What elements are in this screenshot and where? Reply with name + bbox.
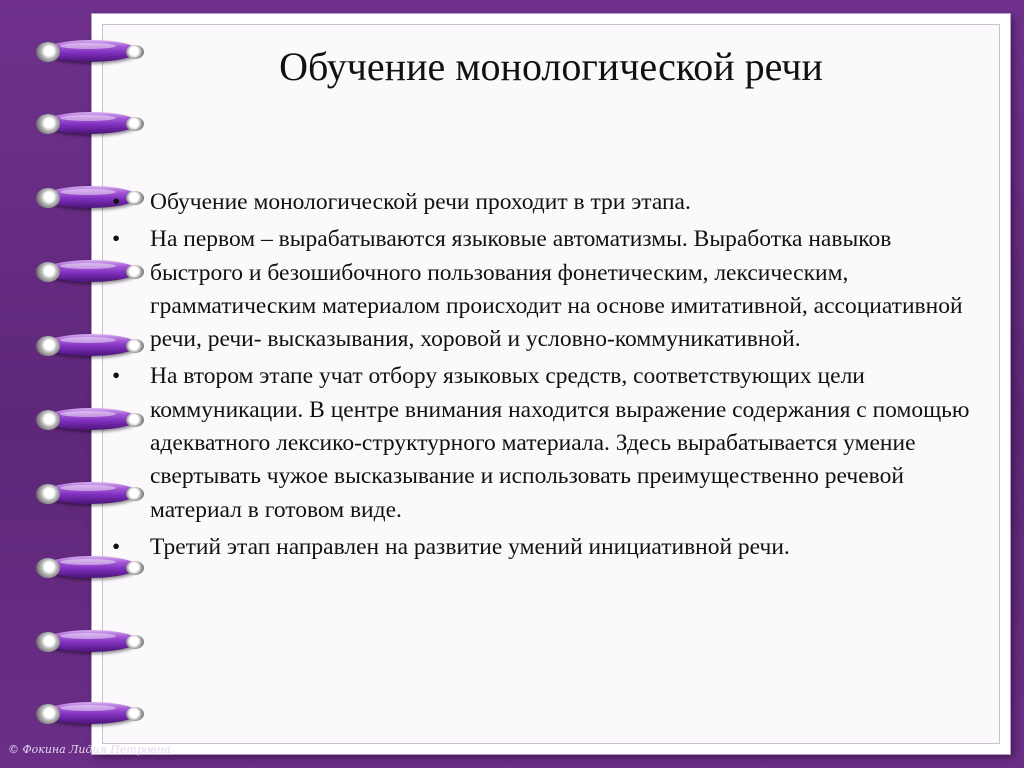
- list-item: [112, 186, 972, 219]
- slide-title: Обучение монологической речи: [279, 44, 823, 89]
- list-item-text: Обучение монологической речи проходит в три этапа.: [150, 189, 691, 215]
- list-item: [112, 531, 972, 564]
- list-item: [112, 360, 972, 526]
- bullet-list: [112, 186, 972, 568]
- binder-ring-icon: [36, 624, 150, 660]
- binder-ring-icon: [36, 106, 150, 142]
- binder-ring-icon: [36, 696, 150, 732]
- bullet-icon: •: [112, 533, 121, 560]
- list-item-text: Третий этап направлен на развитие умений инициативной речи.: [150, 533, 790, 560]
- list-item-text: На первом – вырабатываются языковые автоматизмы. Выработка навыков быстрого и безошибочного пользования фонетическим, лексическим, грамматическим материалом происходит на основе имитативной, ассоциативной речи, речи- высказывания, хоровой и условно-коммуникативной.: [150, 226, 963, 353]
- bullet-icon: •: [112, 226, 121, 253]
- list-item: [112, 223, 972, 356]
- bullet-icon: •: [112, 363, 121, 390]
- copyright-footer: © Фокина Лидия Петровна: [8, 743, 171, 756]
- list-item-text: На втором этапе учат отбору языковых средств, соответствующих цели коммуникации. В центре внимания находится выражение содержания с помощью адекватного лексико-структурного материала. Здесь вырабатывается умение свертывать чужое высказывание и использовать преимущественно речевой материал в готовом виде.: [150, 363, 970, 523]
- bullet-icon: •: [112, 189, 121, 215]
